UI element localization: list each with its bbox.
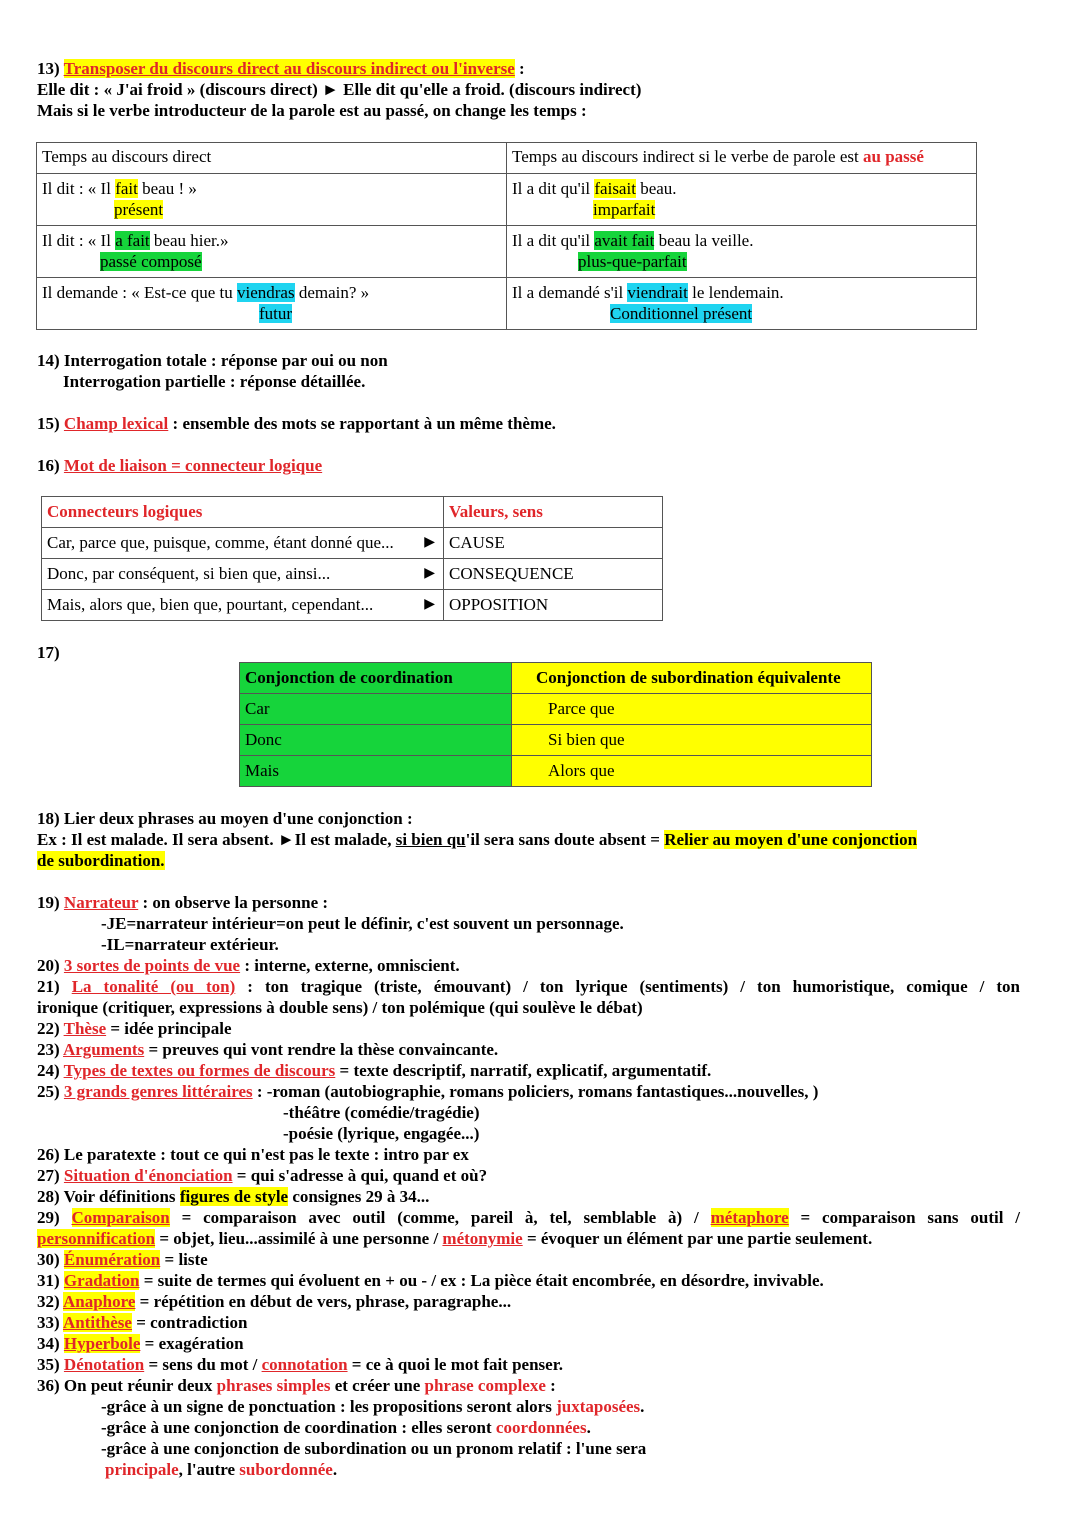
table-row (37, 174, 977, 226)
section-30: 30) Énumération = liste (37, 1250, 208, 1269)
section-32: 32) Anaphore = répétition en début de vers, phrase, paragraphe... (37, 1292, 512, 1311)
table-row: Car Parce que (240, 694, 872, 725)
header-values: Valeurs, sens (444, 497, 663, 528)
section-13-title: Transposer du discours direct au discours indirect ou l'inverse (63, 59, 515, 78)
table-row: Donc Si bien que (240, 725, 872, 756)
table-header-row (37, 143, 977, 174)
section-13-example: Elle dit : « J'ai froid » (discours direct) ► Elle dit qu'elle a froid. (discours indirect) (37, 80, 642, 99)
tense-label: imparfait (593, 200, 656, 219)
section-13 (37, 58, 1020, 121)
section-26: 26) Le paratexte : tout ce qui n'est pas le texte : intro par ex (37, 1145, 469, 1164)
term-champ-lexical: Champ lexical (63, 414, 169, 433)
section-18: 18) Lier deux phrases au moyen d'une conjonction : Ex : Il est malade. Il sera absent. ►Il est malade, si bien qu'il sera sans doute absent = Relier au moyen d'une conjonction de subordination. (37, 809, 918, 870)
tense-label: futur (259, 304, 293, 323)
cell-indirect: Il a demandé s'il viendrait le lendemain. Conditionnel présent (507, 278, 977, 330)
section-27: 27) Situation d'énonciation = qui s'adresse à qui, quand et où? (37, 1166, 488, 1185)
conjunctions-table (239, 662, 872, 787)
section-34: 34) Hyperbole = exagération (37, 1334, 244, 1353)
section-19: 19) Narrateur : on observe la personne : (37, 893, 329, 912)
section-33: 33) Antithèse = contradiction (37, 1313, 248, 1332)
table-row: Donc, par conséquent, si bien que, ainsi... ▶ CONSEQUENCE (42, 559, 663, 590)
section-21: 21) La tonalité (ou ton) : ton tragique (triste, émouvant) / ton lyrique (sentiments) / ton humoristique, comique / ton (37, 977, 1020, 996)
header-indirect: Temps au discours indirect si le verbe de parole est au passé (507, 143, 977, 174)
term-connecteur: Mot de liaison = connecteur logique (63, 456, 323, 475)
table-row (37, 278, 977, 330)
section-23: 23) Arguments = preuves qui vont rendre la thèse convaincante. (37, 1040, 499, 1059)
cell-indirect: Il a dit qu'il faisait beau. imparfait (507, 174, 977, 226)
arrow-icon: ▶ (424, 597, 435, 612)
section-13-note: Mais si le verbe introducteur de la parole est au passé, on change les temps : (37, 101, 587, 120)
connectors-table (41, 496, 663, 621)
header-subordination: Conjonction de subordination équivalente (512, 663, 872, 694)
cell-direct: Il dit : « Il a fait beau hier.» passé composé (37, 226, 507, 278)
cell-direct: Il demande : « Est-ce que tu viendras demain? » futur (37, 278, 507, 330)
section-22: 22) Thèse = idée principale (37, 1019, 232, 1038)
section-31: 31) Gradation = suite de termes qui évoluent en + ou - / ex : La pièce était encombrée, en désordre, invivable. (37, 1271, 824, 1290)
section-36: 36) On peut réunir deux phrases simples et créer une phrase complexe : (37, 1376, 556, 1395)
table-header-row (42, 497, 663, 528)
section-29: 29) Comparaison = comparaison avec outil (comme, pareil à, tel, semblable à) / métaphore = comparaison sans outil / (37, 1208, 1020, 1227)
table-row: Car, parce que, puisque, comme, étant donné que... ▶ CAUSE (42, 528, 663, 559)
section-16: 16) Mot de liaison = connecteur logique (37, 456, 323, 475)
tense-label: passé composé (100, 252, 202, 271)
header-direct: Temps au discours direct (37, 143, 507, 174)
section-20: 20) 3 sortes de points de vue : interne, externe, omniscient. (37, 956, 460, 975)
cell-direct: Il dit : « Il fait beau ! » présent (37, 174, 507, 226)
table-header-row (240, 663, 872, 694)
table-row: Mais, alors que, bien que, pourtant, cependant... ▶ OPPOSITION (42, 590, 663, 621)
section-35: 35) Dénotation = sens du mot / connotation = ce à quoi le mot fait penser. (37, 1355, 563, 1374)
arrow-icon: ▶ (424, 535, 435, 550)
header-coordination: Conjonction de coordination (240, 663, 512, 694)
tense-label: plus-que-parfait (578, 252, 687, 271)
arrow-icon: ▶ (424, 566, 435, 581)
section-13-heading: 13) Transposer du discours direct au discours indirect ou l'inverse : (37, 59, 525, 78)
table-row (37, 226, 977, 278)
tense-label: présent (114, 200, 164, 219)
section-25: 25) 3 grands genres littéraires : -roman (autobiographie, romans policiers, romans fantastiques...nouvelles, ) (37, 1082, 819, 1101)
table-row: Mais Alors que (240, 756, 872, 787)
section-17: 17) (37, 643, 60, 662)
tense-label: Conditionnel présent (610, 304, 753, 323)
definitions-list: 19) Narrateur : on observe la personne : -JE=narrateur intérieur=on peut le définir, c'est souvent un personnage. -IL=narrateur extérieur. 20) 3 sortes de points de vue : interne, externe, omniscient. 21) La tonalité (ou ton) : ton tragique (triste, émouvant) / ton lyrique (sentiments) / ton humoristique, comique / ton ironique (critiquer, expressions à double sens) / ton polémique (qui soulève le débat) 22) Thèse = idée principale 23) Arguments = preuves qui vont rendre la thèse convaincante. 24) Types de textes ou formes de discours = texte descriptif, narratif, explicatif, argumentatif. 25) 3 grands genres littéraires : -roman (autobiographie, romans policiers, romans fantastiques...nouvelles, ) -théâtre (comédie/tragédie) -poésie (lyrique, engagée...) 26) Le paratexte : tout ce qui n'est pas le texte : intro par ex 27) Situation d'énonciation = qui s'adresse à qui, quand et où? 28) Voir définitions figures de style consignes 29 à 34... 29) Comparaison = comparaison avec outil (comme, pareil à, tel, semblable à) / métaphore = comparaison sans outil / personnification = objet, lieu...assimilé à une personne / métonymie = évoquer un élément par une partie seulement. 30) Énumération = liste 31) Gradation = suite de termes qui évoluent en + ou - / ex : La pièce était encombrée, en désordre, invivable. 32) Anaphore = répétition en début de vers, phrase, paragraphe... 33) Antithèse = contradiction 34) Hyperbole = exagération 35) Dénotation = sens du mot / connotation = ce à quoi le mot fait penser. 36) On peut réunir deux phrases simples et créer une phrase complexe : -grâce à un signe de ponctuation : les propositions seront alors juxtaposées. -grâce à une conjonction de coordination : elles seront coordonnées. -grâce à une conjonction de subordination ou un pronom relatif : l'une sera principale, l'autre subordonnée. (37, 893, 1020, 1479)
tense-transposition-table (36, 142, 977, 330)
cell-indirect: Il a dit qu'il avait fait beau la veille. plus-que-parfait (507, 226, 977, 278)
section-14: 14) Interrogation totale : réponse par oui ou non Interrogation partielle : réponse détaillée. (37, 351, 388, 391)
section-15: 15) Champ lexical : ensemble des mots se rapportant à un même thème. (37, 414, 556, 433)
section-24: 24) Types de textes ou formes de discours = texte descriptif, narratif, explicatif, argumentatif. (37, 1061, 712, 1080)
section-28: 28) Voir définitions figures de style consignes 29 à 34... (37, 1187, 430, 1206)
header-connectors: Connecteurs logiques (42, 497, 444, 528)
